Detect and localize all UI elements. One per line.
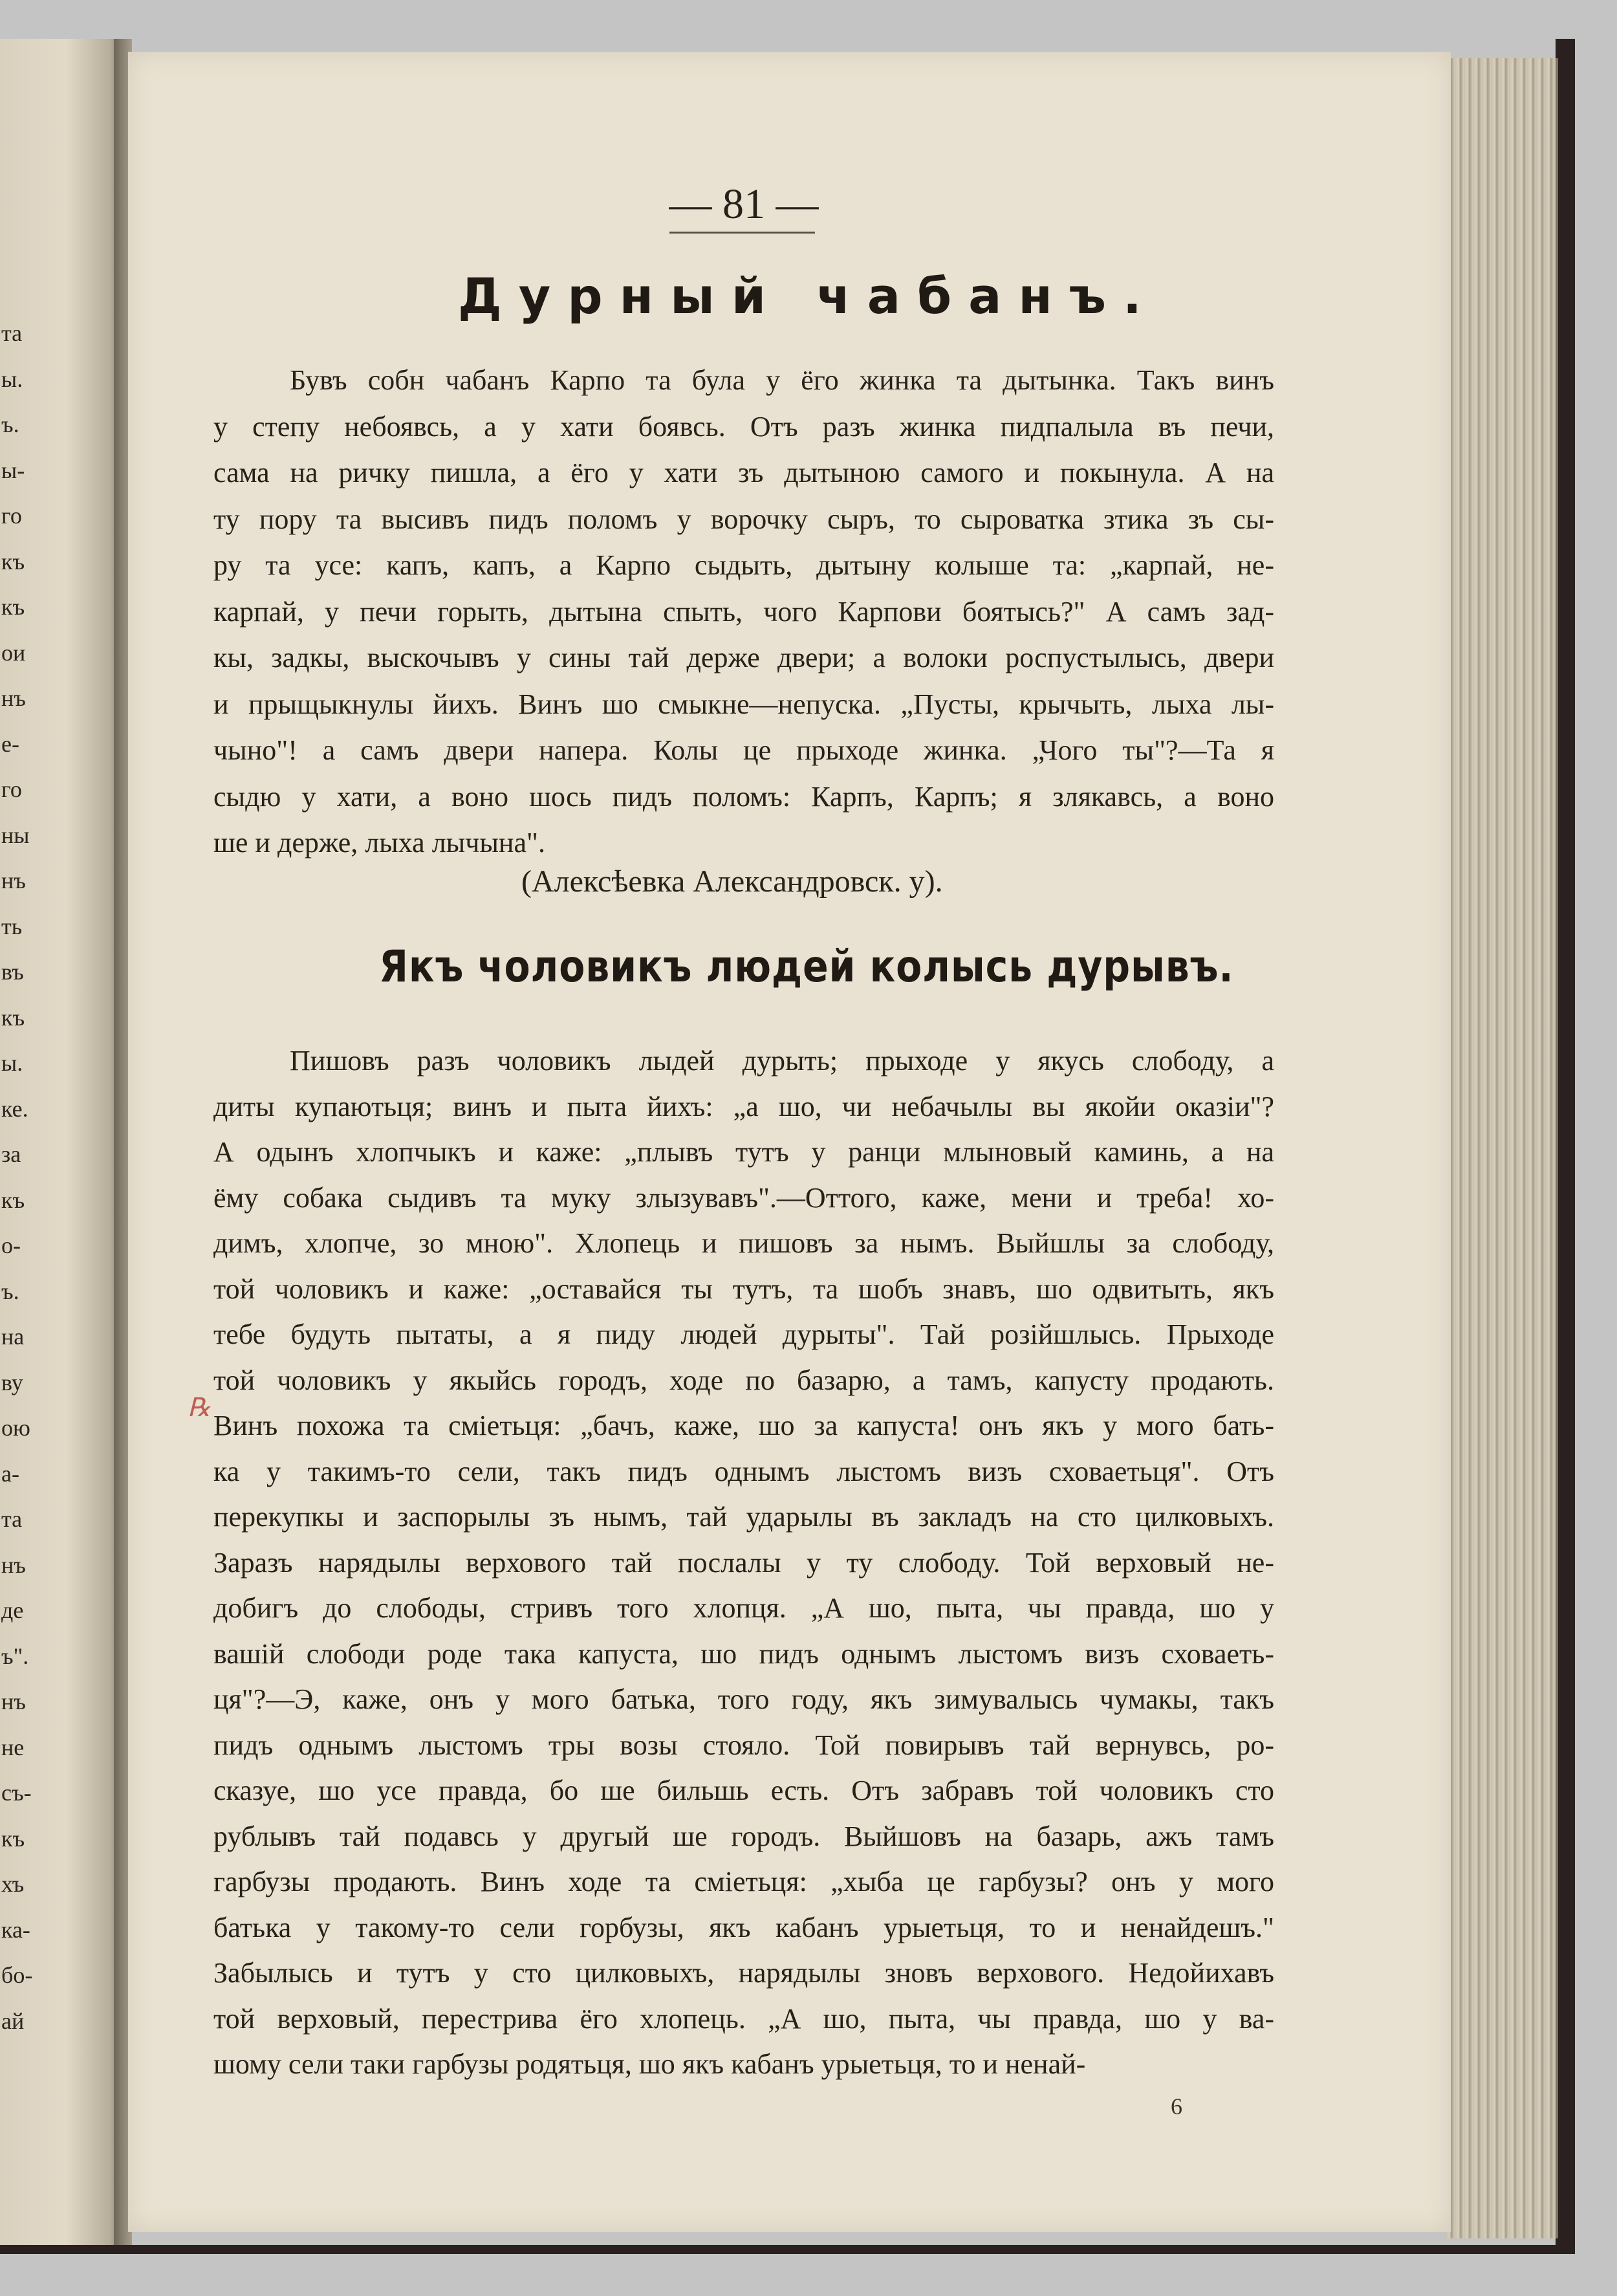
text-line: вашій слободи роде така капуста, шо пидъ однымъ лыстомъ визъ сховаеть- xyxy=(213,1637,1274,1670)
binding-edge-right xyxy=(1556,39,1575,2251)
text-line: ту пору та высивъ пидъ поломъ у ворочку сыръ, то сыроватка зтика зъ сы- xyxy=(213,503,1274,535)
left-page-fragment: за xyxy=(1,1141,21,1167)
left-page-fragment: о- xyxy=(1,1232,21,1258)
left-page-fragment: нъ xyxy=(1,685,26,711)
left-page-fragment: къ xyxy=(1,1004,25,1031)
text-line: той чоловикъ у якыйсь городъ, ходе по базарю, а тамъ, капусту продають. xyxy=(213,1364,1274,1396)
left-page-fragment: къ xyxy=(1,1186,25,1213)
text-line: кы, задкы, выскочывъ у сины тай держе двери; а волоки роспустылысь, двери xyxy=(213,642,1274,673)
text-line: Заразъ нарядылы верхового тай послалы у ту слободу. Той верховый не- xyxy=(213,1546,1274,1579)
page-edges xyxy=(1446,58,1558,2238)
left-page-fragment: хъ xyxy=(1,1871,25,1897)
text-line: тебе будуть пытаты, а я пиду людей дурыты". Тай розійшлысь. Прыходе xyxy=(213,1318,1274,1350)
story-2-title: Якъ чоловикъ людей колысь дурывъ. xyxy=(379,941,1234,992)
left-page-fragment: го xyxy=(1,503,22,529)
left-page-fragment: нъ xyxy=(1,1689,26,1714)
left-page-fragment: къ xyxy=(1,548,25,574)
left-page-fragment: ы. xyxy=(1,1050,23,1076)
text-line: той чоловикъ и каже: „оставайся ты тутъ, та шобъ знавъ, шо одвитыть, якъ xyxy=(213,1273,1274,1305)
left-page xyxy=(0,39,120,2245)
text-line: гарбузы продають. Винъ ходе та сміетьця: „хыба це гарбузы? онъ у мого xyxy=(213,1866,1274,1897)
left-page-fragment: ке. xyxy=(1,1095,28,1122)
text-line: перекупкы и заспорылы зъ нымъ, тай ударылы въ закладъ на сто цилковыхъ. xyxy=(213,1501,1274,1533)
text-line: сыдю у хати, а воно шось пидъ поломъ: Карпъ, Карпъ; я злякавсь, а воно xyxy=(213,780,1274,813)
story-1-title: Дурный чабанъ. xyxy=(458,267,1158,325)
left-page-fragment: съ- xyxy=(1,1780,32,1806)
text-line: карпай, у печи горыть, дытына спыть, чого Карпови боятысь?" А самъ зад- xyxy=(213,595,1274,628)
left-page-fragment: ны xyxy=(1,822,30,848)
text-line: А одынъ хлопчыкъ и каже: „плывъ тутъ у ранци млыновый каминь, а на xyxy=(213,1136,1274,1168)
left-page-text-fragments xyxy=(1,311,47,2044)
text-line: диты купаютьця; винъ и пыта йихъ: „а шо, чи небачылы вы якойи оказіи"? xyxy=(213,1090,1274,1122)
left-page-fragment: а- xyxy=(1,1460,19,1487)
left-page-fragment: не xyxy=(1,1734,25,1760)
left-page-fragment: е- xyxy=(1,730,19,757)
left-page-fragment: ть xyxy=(1,913,23,939)
page-number: — 81 — xyxy=(669,180,819,228)
text-line: сама на ричку пишла, а ёго у хати зъ дытыною самого и покынула. А на xyxy=(213,457,1274,488)
text-line: той верховый, перестрива ёго хлопець. „А шо, пыта, чы правда, шо у ва- xyxy=(213,2002,1274,2035)
text-line: батька у такому-то сели горбузы, якъ кабанъ урыетьця, то и ненайдешъ." xyxy=(213,1911,1274,1943)
left-page-fragment: ои xyxy=(1,639,26,666)
left-page-fragment: го xyxy=(1,776,22,802)
left-page-fragment: ай xyxy=(1,2007,25,2034)
text-line: ця"?—Э, каже, онъ у мого батька, того году, якъ зимувалысь чумакы, такъ xyxy=(213,1683,1274,1715)
left-page-fragment: ъ". xyxy=(1,1643,29,1669)
left-page-fragment: нъ xyxy=(1,1551,26,1578)
left-page-fragment: нъ xyxy=(1,868,26,893)
left-page-fragment: ъ. xyxy=(1,1278,19,1304)
left-page-fragment: ву xyxy=(1,1369,23,1395)
signature-mark: 6 xyxy=(1171,2094,1182,2119)
left-page-fragment: та xyxy=(1,1506,23,1532)
binding-edge-bottom xyxy=(0,2245,1575,2254)
left-page-fragment: та xyxy=(1,320,23,346)
left-page-fragment: къ xyxy=(1,1825,25,1852)
text-line: Пишовъ разъ чоловикъ лыдей дурыть; прыходе у якусь слободу, а xyxy=(290,1045,1274,1077)
text-line: добигъ до слободы, стривъ того хлопця. „А шо, пыта, чы правда, шо у xyxy=(213,1592,1274,1624)
left-page-fragment: ка- xyxy=(1,1916,30,1943)
page-number-underline xyxy=(669,228,815,234)
left-page-fragment: въ xyxy=(1,959,24,985)
left-page-fragment: ъ. xyxy=(1,411,19,437)
text-line: ка у такимъ-то сели, такъ пидъ однымъ лыстомъ визъ сховаетьця". Отъ xyxy=(213,1455,1274,1487)
left-page-fragment: де xyxy=(1,1597,24,1623)
text-line: димъ, хлопче, зо мною". Хлопець и пишовъ за нымъ. Выйшлы за слободу, xyxy=(213,1227,1274,1259)
text-line: рублывъ тай подавсь у другый ше городъ. Выйшовъ на базарь, ажъ тамъ xyxy=(213,1820,1274,1852)
text-line: и прыщыкнулы йихъ. Винъ шо смыкне—непуска. „Пусты, крычыть, лыха лы- xyxy=(213,688,1274,720)
library-stamp-mark: ℞ xyxy=(188,1393,211,1422)
text-line: ёму собака сыдивъ та муку злызувавъ".—Оттого, каже, мени и треба! хо- xyxy=(213,1181,1274,1214)
text-line: чыно"! а самъ двери напера. Колы це прыходе жинка. „Чого ты"?—Та я xyxy=(213,734,1274,766)
text-line: Забылысь и тутъ у сто цилковыхъ, нарядылы зновъ верхового. Недойихавъ xyxy=(213,1957,1274,1989)
text-line: Винъ похожа та сміетьця: „бачъ, каже, шо за капуста! онъ якъ у мого бать- xyxy=(213,1410,1274,1441)
scan-border-top xyxy=(0,0,1617,39)
text-line: сказуе, шо усе правда, бо ше бильшь есть. Отъ забравъ той чоловикъ сто xyxy=(213,1775,1274,1806)
text-line: ше и держе, лыха лычына". xyxy=(213,827,545,858)
left-page-fragment: къ xyxy=(1,594,25,620)
text-line: ру та усе: капъ, капъ, а Карпо сыдыть, дытыну колыше та: „карпай, не- xyxy=(213,549,1274,581)
story-1-source: (Алексѣевка Александровск. у). xyxy=(521,864,943,899)
left-page-fragment: ы. xyxy=(1,366,23,392)
text-line: у степу небоявсь, а у хати боявсь. Отъ разъ жинка пидпалыла въ печи, xyxy=(213,410,1274,443)
left-page-fragment: ою xyxy=(1,1415,30,1441)
text-line: шому сели таки гарбузы родятьця, шо якъ кабанъ урыетьця, то и ненай- xyxy=(213,2048,1086,2080)
left-page-fragment: ы- xyxy=(1,457,25,483)
left-page-fragment: на xyxy=(1,1324,25,1350)
left-page-fragment: бо- xyxy=(1,1962,33,1988)
text-line: пидъ однымъ лыстомъ тры возы стояло. Той повирывъ тай вернувсь, ро- xyxy=(213,1729,1274,1761)
text-line: Бувъ собн чабанъ Карпо та була у ёго жинка та дытынка. Такъ винъ xyxy=(290,364,1274,396)
